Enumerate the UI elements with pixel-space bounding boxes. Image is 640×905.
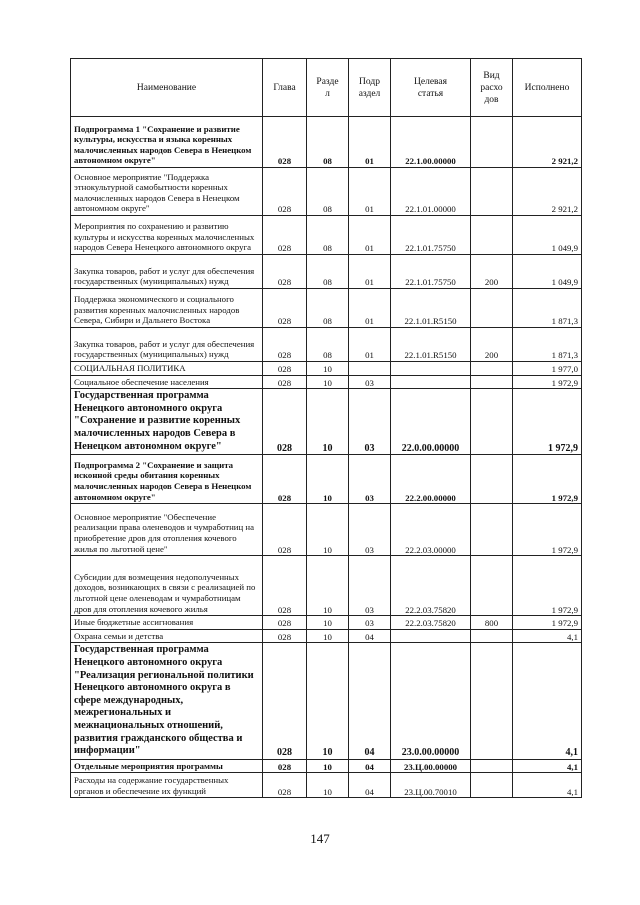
row-name: СОЦИАЛЬНАЯ ПОЛИТИКА — [71, 362, 263, 376]
row-razdel: 08 — [307, 216, 349, 255]
row-podrazdel: 01 — [349, 168, 391, 216]
row-glava: 028 — [263, 643, 307, 759]
row-statya: 22.2.03.75820 — [391, 616, 471, 630]
table-row — [71, 643, 582, 759]
row-glava: 028 — [263, 629, 307, 643]
row-razdel: 10 — [307, 773, 349, 798]
row-statya: 23.Ц.00.70010 — [391, 773, 471, 798]
row-razdel: 10 — [307, 629, 349, 643]
row-razdel: 10 — [307, 556, 349, 616]
row-amount: 2 921,2 — [513, 117, 582, 168]
table-row — [71, 556, 582, 616]
header-name: Наименование — [71, 59, 263, 117]
table-header-row — [71, 59, 582, 117]
row-glava: 028 — [263, 375, 307, 389]
row-vid — [471, 629, 513, 643]
row-vid — [471, 117, 513, 168]
row-amount: 1 871,3 — [513, 328, 582, 362]
table-row — [71, 362, 582, 376]
row-name: Охрана семьи и детства — [71, 629, 263, 643]
table-row — [71, 504, 582, 556]
row-name: Основное мероприятие "Поддержка этнокультурной самобытности коренных малочисленных народов Севера в Ненецком автономном округе" — [71, 168, 263, 216]
row-vid — [471, 759, 513, 773]
row-statya: 22.0.00.00000 — [391, 389, 471, 455]
row-amount: 1 049,9 — [513, 255, 582, 289]
row-razdel: 10 — [307, 362, 349, 376]
row-glava: 028 — [263, 289, 307, 328]
row-name: Иные бюджетные ассигнования — [71, 616, 263, 630]
row-podrazdel: 01 — [349, 289, 391, 328]
row-amount: 1 972,9 — [513, 455, 582, 504]
row-name: Мероприятия по сохранению и развитию культуры и искусства коренных малочисленных народов Севера Ненецкого автономного округа — [71, 216, 263, 255]
row-glava: 028 — [263, 556, 307, 616]
page-number: 147 — [310, 831, 330, 846]
table-row — [71, 216, 582, 255]
header-podrazdel: Подр аздел — [349, 59, 391, 117]
table-row — [71, 117, 582, 168]
row-razdel: 10 — [307, 455, 349, 504]
row-podrazdel: 03 — [349, 504, 391, 556]
row-podrazdel: 03 — [349, 389, 391, 455]
row-name: Социальное обеспечение населения — [71, 375, 263, 389]
row-razdel: 10 — [307, 389, 349, 455]
row-statya — [391, 362, 471, 376]
row-vid — [471, 375, 513, 389]
row-razdel: 08 — [307, 255, 349, 289]
row-amount: 1 972,9 — [513, 375, 582, 389]
row-statya: 22.1.01.00000 — [391, 168, 471, 216]
row-amount: 1 871,3 — [513, 289, 582, 328]
table-row — [71, 289, 582, 328]
header-statya: Целевая статья — [391, 59, 471, 117]
row-podrazdel: 04 — [349, 643, 391, 759]
table-body — [71, 117, 582, 798]
row-razdel: 08 — [307, 117, 349, 168]
row-statya — [391, 375, 471, 389]
row-statya: 22.2.00.00000 — [391, 455, 471, 504]
row-vid — [471, 289, 513, 328]
row-razdel: 10 — [307, 759, 349, 773]
row-vid — [471, 168, 513, 216]
header-razdel: Разде л — [307, 59, 349, 117]
row-name: Основное мероприятие "Обеспечение реализации права оленеводов и чумработниц на приобретение дров для отопления кочевого жилья по льготной цене" — [71, 504, 263, 556]
table-row — [71, 168, 582, 216]
row-amount: 1 049,9 — [513, 216, 582, 255]
row-podrazdel: 03 — [349, 455, 391, 504]
row-amount: 1 972,9 — [513, 504, 582, 556]
table-row — [71, 759, 582, 773]
row-vid — [471, 389, 513, 455]
row-podrazdel: 01 — [349, 328, 391, 362]
row-podrazdel: 04 — [349, 773, 391, 798]
table-row — [71, 616, 582, 630]
row-vid — [471, 362, 513, 376]
row-vid — [471, 773, 513, 798]
row-glava: 028 — [263, 389, 307, 455]
row-statya: 22.1.01.75750 — [391, 216, 471, 255]
row-amount: 1 972,9 — [513, 389, 582, 455]
row-statya: 22.2.03.75820 — [391, 556, 471, 616]
row-statya: 23.0.00.00000 — [391, 643, 471, 759]
row-amount: 1 977,0 — [513, 362, 582, 376]
row-razdel: 08 — [307, 289, 349, 328]
budget-execution-table — [70, 58, 582, 798]
row-statya: 22.2.03.00000 — [391, 504, 471, 556]
row-name: Подпрограмма 2 "Сохранение и защита исконной среды обитания коренных малочисленных народов Севера в Ненецком автономном округе" — [71, 455, 263, 504]
row-razdel: 08 — [307, 328, 349, 362]
row-name: Расходы на содержание государственных органов и обеспечение их функций — [71, 773, 263, 798]
row-podrazdel: 04 — [349, 629, 391, 643]
row-vid: 200 — [471, 328, 513, 362]
row-vid: 200 — [471, 255, 513, 289]
row-name: Закупка товаров, работ и услуг для обеспечения государственных (муниципальных) нужд — [71, 328, 263, 362]
row-glava: 028 — [263, 117, 307, 168]
row-glava: 028 — [263, 616, 307, 630]
table-row — [71, 375, 582, 389]
row-glava: 028 — [263, 504, 307, 556]
row-amount: 1 972,9 — [513, 616, 582, 630]
row-vid — [471, 556, 513, 616]
row-statya: 22.1.01.75750 — [391, 255, 471, 289]
row-statya: 22.1.01.R5150 — [391, 328, 471, 362]
row-amount: 1 972,9 — [513, 556, 582, 616]
row-glava: 028 — [263, 362, 307, 376]
row-glava: 028 — [263, 216, 307, 255]
row-vid — [471, 643, 513, 759]
row-podrazdel: 03 — [349, 556, 391, 616]
row-name: Закупка товаров, работ и услуг для обеспечения государственных (муниципальных) нужд — [71, 255, 263, 289]
row-glava: 028 — [263, 255, 307, 289]
row-podrazdel: 03 — [349, 375, 391, 389]
row-podrazdel: 01 — [349, 255, 391, 289]
row-glava: 028 — [263, 168, 307, 216]
row-statya: 22.1.00.00000 — [391, 117, 471, 168]
row-podrazdel — [349, 362, 391, 376]
row-name: Поддержка экономического и социального развития коренных малочисленных народов Севера, Сибири и Дальнего Востока — [71, 289, 263, 328]
table-row — [71, 773, 582, 798]
row-podrazdel: 01 — [349, 216, 391, 255]
row-amount: 2 921,2 — [513, 168, 582, 216]
row-name: Государственная программа Ненецкого автономного округа "Реализация региональной политики Ненецкого автономного округа в сфере международных, межрегиональных и межнациональных отношений, развития гражданского общества и информации" — [71, 643, 263, 759]
row-vid: 800 — [471, 616, 513, 630]
row-statya: 23.Ц.00.00000 — [391, 759, 471, 773]
table-row — [71, 629, 582, 643]
row-podrazdel: 01 — [349, 117, 391, 168]
table-row — [71, 255, 582, 289]
row-statya: 22.1.01.R5150 — [391, 289, 471, 328]
row-glava: 028 — [263, 328, 307, 362]
table-row — [71, 328, 582, 362]
row-name: Подпрограмма 1 "Сохранение и развитие культуры, искусства и языка коренных малочисленных народов Севера в Ненецком автономном округе" — [71, 117, 263, 168]
header-vid: Вид расхо дов — [471, 59, 513, 117]
row-name: Отдельные мероприятия программы — [71, 759, 263, 773]
row-amount: 4,1 — [513, 773, 582, 798]
row-razdel: 08 — [307, 168, 349, 216]
header-glava: Глава — [263, 59, 307, 117]
table-row — [71, 389, 582, 455]
row-vid — [471, 504, 513, 556]
row-glava: 028 — [263, 455, 307, 504]
row-podrazdel: 03 — [349, 616, 391, 630]
row-podrazdel: 04 — [349, 759, 391, 773]
row-glava: 028 — [263, 759, 307, 773]
row-razdel: 10 — [307, 375, 349, 389]
row-vid — [471, 216, 513, 255]
header-amount: Исполнено — [513, 59, 582, 117]
row-vid — [471, 455, 513, 504]
row-razdel: 10 — [307, 504, 349, 556]
row-amount: 4,1 — [513, 759, 582, 773]
row-glava: 028 — [263, 773, 307, 798]
row-name: Субсидии для возмещения недополученных доходов, возникающих в связи с реализацией по льготной цене оленеводам и чумработницам дров для отопления кочевого жилья — [71, 556, 263, 616]
row-amount: 4,1 — [513, 629, 582, 643]
row-razdel: 10 — [307, 643, 349, 759]
table-row — [71, 455, 582, 504]
row-razdel: 10 — [307, 616, 349, 630]
row-statya — [391, 629, 471, 643]
row-amount: 4,1 — [513, 643, 582, 759]
row-name: Государственная программа Ненецкого автономного округа "Сохранение и развитие коренных малочисленных народов Севера в Ненецком автономном округе" — [71, 389, 263, 455]
